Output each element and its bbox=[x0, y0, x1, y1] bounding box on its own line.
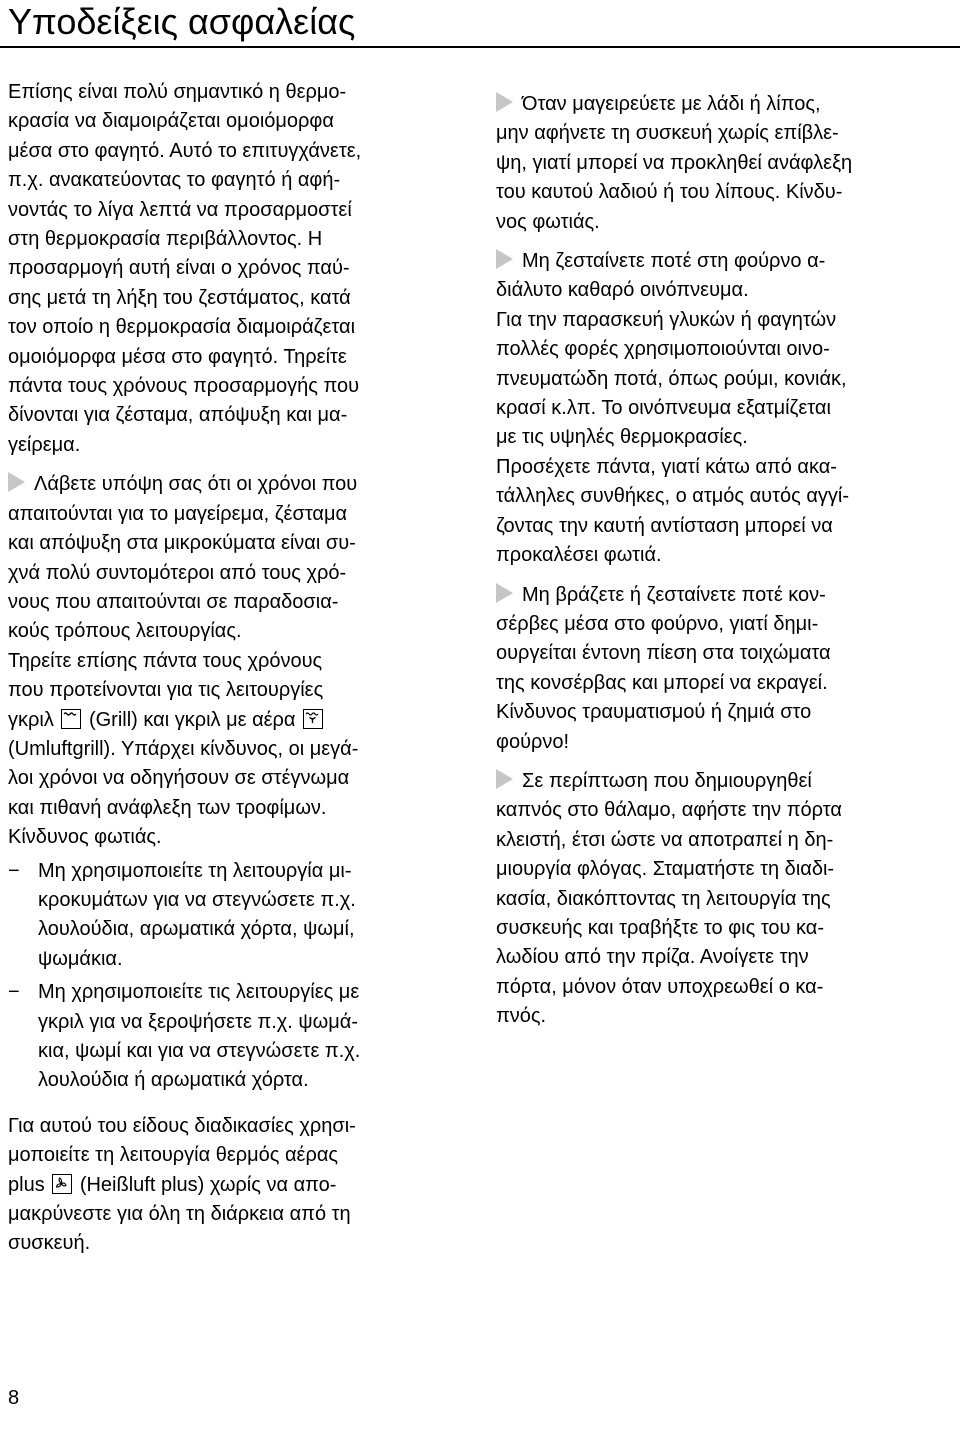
right-column bbox=[496, 90, 952, 1032]
warning-microwave-times-text: Λάβετε υπόψη σας ότι οι χρόνοι που απαιτούνται για το μαγείρεμα, ζέσταμα και απόψυξη στα μικροκύματα είναι συ- χνά πολύ συντομότεροι από τους χρό- νους που απαιτούνται σε παραδοσια- κούς τρόπους λειτουργίας. bbox=[8, 473, 358, 643]
grill-mid-text: (Grill) και γκριλ με αέρα bbox=[88, 708, 296, 731]
hot-air-paragraph bbox=[8, 1112, 470, 1259]
hot-air-line-1: Για αυτού του είδους διαδικασίες χρησι- bbox=[8, 1114, 356, 1137]
dash-item-2-text: Μη χρησιμοποιείτε τις λειτουργίες με γκριλ για να ξεροψήσετε π.χ. ψωμά- κια, ψωμί και για να στεγνώσετε π.χ. λουλούδια ή αρωματικά χόρτα. bbox=[38, 981, 361, 1092]
warning-microwave-times bbox=[8, 470, 470, 646]
dash-item-1 bbox=[8, 857, 470, 975]
grill-line-1: Τηρείτε επίσης πάντα τους χρόνους bbox=[8, 649, 323, 672]
warning-alcohol-text: Μη ζεσταίνετε ποτέ στη φούρνο α- διάλυτο καθαρό οινόπνευμα. Για την παρασκευή γλυκών ή φαγητών πολλές φορές χρησιμοποιούνται οινο- πνευματώδη ποτά, όπως ρούμι, κονιάκ, κρασί κ.λπ. Το οινόπνευμα εξατμίζεται με τις υψηλές θερμοκρασίες. Προσέχετε πάντα, γιατί κάτω από ακα- τάλληλες συνθήκες, ο ατμός αυτός αγγί- ζοντας την καυτή αντίσταση μπορεί να προκαλέσει φωτιά. bbox=[496, 250, 849, 567]
dash-bullet: − bbox=[8, 981, 20, 1004]
hot-air-fan-icon bbox=[52, 1174, 72, 1194]
fan-grill-icon bbox=[303, 709, 323, 729]
warning-oil-fat-text: Όταν μαγειρεύετε με λάδι ή λίπος, μην αφήνετε τη συσκευή χωρίς επίβλε- ψη, γιατί μπορεί να προκληθεί ανάφλεξη του καυτού λαδιού ή του λίπους. Κίνδυ- νος φωτιάς. bbox=[496, 93, 853, 233]
page-title: Υποδείξεις ασφαλείας bbox=[8, 1, 356, 42]
left-column bbox=[8, 78, 470, 1259]
dash-bullet: − bbox=[8, 859, 20, 882]
page-number: 8 bbox=[8, 1387, 20, 1409]
grill-times-paragraph bbox=[8, 647, 470, 853]
hot-air-line-2: μοποιείτε τη λειτουργία θερμός αέρας bbox=[8, 1144, 339, 1167]
warning-arrow-icon bbox=[496, 769, 513, 789]
warning-smoke-text: Σε περίπτωση που δημιουργηθεί καπνός στο θάλαμο, αφήστε την πόρτα κλειστή, έτσι ώστε να αποτραπεί η δη- μιουργία φλόγας. Σταματήστε τη διαδι- κασία, διακόπτοντας τη λειτουργία της συσκευής και τραβήξτε το φις του κα- λωδίου από την πρίζα. Ανοίγετε την πόρτα, μόνον όταν υποχρεωθεί ο κα- πνός. bbox=[496, 769, 842, 1028]
grill-rest-text: (Umluftgrill). Υπάρχει κίνδυνος, οι μεγά- λοι χρόνοι να οδηγήσουν σε στέγνωμα και πιθανή ανάφλεξη των τροφίμων. Κίνδυνος φωτιάς. bbox=[8, 737, 359, 849]
warning-oil-fat bbox=[496, 90, 952, 237]
warning-arrow-icon bbox=[8, 472, 25, 492]
warning-cans bbox=[496, 581, 952, 757]
warning-arrow-icon bbox=[496, 583, 513, 603]
dash-item-1-text: Μη χρησιμοποιείτε τη λειτουργία μι- κροκυμάτων για να στεγνώσετε π.χ. λουλούδια, αρωματικά χόρτα, ψωμί, ψωμάκια. bbox=[38, 859, 356, 970]
hot-air-rest-text: (Heißluft plus) χωρίς να απο- μακρύνεστε για όλη τη διάρκεια από τη συσκευή. bbox=[8, 1173, 351, 1255]
hot-air-pre-text: plus bbox=[8, 1173, 45, 1196]
warning-alcohol bbox=[496, 247, 952, 570]
title-divider bbox=[0, 46, 960, 48]
grill-icon bbox=[61, 709, 81, 729]
warning-arrow-icon bbox=[496, 92, 513, 112]
dash-item-2 bbox=[8, 978, 470, 1096]
warning-arrow-icon bbox=[496, 249, 513, 269]
grill-line-2: που προτείνονται για τις λειτουργίες bbox=[8, 679, 324, 702]
warning-smoke bbox=[496, 767, 952, 1032]
warning-cans-text: Μη βράζετε ή ζεσταίνετε ποτέ κον- σέρβες μέσα στο φούρνο, γιατί δημι- ουργείται έντονη πίεση στα τοιχώματα της κονσέρβας και μπορεί να εκραγεί. Κίνδυνος τραυματισμού ή ζημιά στο φούρνο! bbox=[496, 583, 831, 753]
grill-pre-text: γκριλ bbox=[8, 708, 54, 731]
intro-paragraph: Επίσης είναι πολύ σημαντικό η θερμο- κρασία να διαμοιράζεται ομοιόμορφα μέσα στο φαγητό. Αυτό το επιτυγχάνετε, π.χ. ανακατεύοντας το φαγητό ή αφή- νοντάς το λίγα λεπτά να προσαρμοστεί στη θερμοκρασία περιβάλλοντος. Η προσαρμογή αυτή είναι ο χρόνος παύ- σης μετά τη λήξη του ζεστάματος, κατά τον οποίο η θερμοκρασία διαμοιράζεται ομοιόμορφα μέσα στο φαγητό. Τηρείτε πάντα τους χρόνους προσαρμογής που δίνονται για ζέσταμα, απόψυξη και μα- γείρεμα. bbox=[8, 81, 362, 456]
